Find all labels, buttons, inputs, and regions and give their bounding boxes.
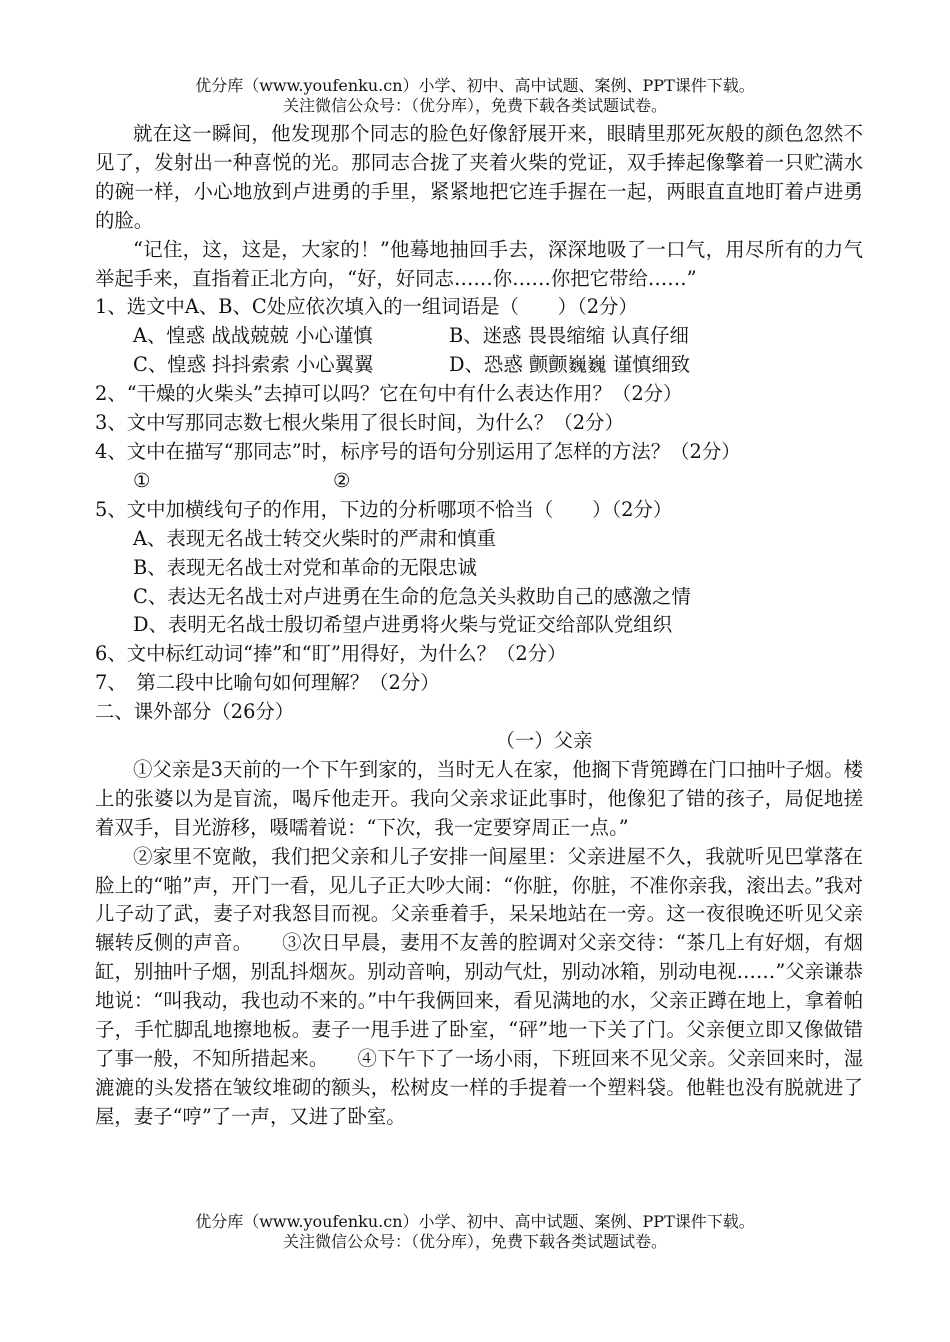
section-2-paragraph-1: ①父亲是3天前的一个下午到家的，当时无人在家，他搁下背篼蹲在门口抽叶子烟。楼上的张婆以为是盲流，喝斥他走开。我向父亲求证此事时，他像犯了错的孩子，局促地搓着双手，目光游移，嗫嚅着说：“下次，我一定要穿周正一点。” [95,757,863,839]
header-banner [0,76,950,116]
question-1-option-a: A、惶惑 战战兢兢 小心谨慎 [133,324,373,348]
passage1-paragraph-2: “记住，这，这是，大家的！”他蓦地抽回手去，深深地吸了一口气，用尽所有的力气举起手来，直指着正北方向，“好，好同志……你……你把它带给……” [95,237,863,290]
question-1-options-row-2 [95,351,863,380]
question-5-option-c: C、表达无名战士对卢进勇在生命的危急关头救助自己的感激之情 [133,584,691,608]
question-4-mark-1: ① [133,468,151,492]
question-7: 7、 第二段中比喻句如何理解？（2分） [95,671,440,695]
section-2-title: （一）父亲 [495,729,593,753]
question-4-answer-marks [95,467,863,496]
section-2-heading: 二、课外部分（26分） [95,700,295,724]
header-line-2: 关注微信公众号：（优分库），免费下载各类试题试卷。 [282,96,667,115]
header-line-1: 优分库（www.youfenku.cn）小学、初中、高中试题、案例、PPT课件下载。 [195,76,755,95]
footer-line-2: 关注微信公众号：（优分库），免费下载各类试题试卷。 [282,1232,667,1251]
question-1: 1、选文中A、B、C处应依次填入的一组词语是（ ）（2分） [95,295,638,319]
footer-banner [0,1212,950,1252]
question-4-mark-2: ② [333,468,351,492]
question-1-option-d: D、恐惑 颤颤巍巍 谨慎细致 [449,353,691,377]
section-2-paragraph-2: ②家里不宽敞，我们把父亲和儿子安排一间屋里：父亲进屋不久，我就听见巴掌落在脸上的“啪”声，开门一看，见儿子正大吵大闹：“你脏，你脏，不准你亲我，滚出去。”我对儿子动了武，妻子对我怒目而视。父亲垂着手，呆呆地站在一旁。这一夜很晚还听见父亲辗转反侧的声音。 ③次日早晨，妻用不友善的腔调对父亲交待：“茶几上有好烟，有烟缸，别抽叶子烟，别乱抖烟灰。别动音响，别动气灶，别动冰箱，别动电视……”父亲谦恭地说：“叫我动，我也动不来的。”中午我俩回来，看见满地的水，父亲正蹲在地上，拿着帕子，手忙脚乱地擦地板。妻子一甩手进了卧室，“砰”地一下关了门。父亲便立即又像做错了事一般，不知所措起来。 ④下午下了一场小雨，下班回来不见父亲。父亲回来时，湿漉漉的头发搭在皱纹堆砌的额头，松树皮一样的手提着一个塑料袋。他鞋也没有脱就进了屋，妻子“哼”了一声，又进了卧室。 [95,844,863,1128]
question-5-option-a: A、表现无名战士转交火柴时的严肃和慎重 [133,526,497,550]
question-5-option-d: D、表明无名战士殷切希望卢进勇将火柴与党证交给部队党组织 [133,613,673,637]
question-6: 6、文中标红动词“捧”和“盯”用得好，为什么？（2分） [95,642,567,666]
document-body [95,120,863,1132]
question-5: 5、文中加横线句子的作用，下边的分析哪项不恰当（ ）（2分） [95,497,673,521]
question-1-option-b: B、迷惑 畏畏缩缩 认真仔细 [449,324,689,348]
question-1-option-c: C、惶惑 抖抖索索 小心翼翼 [133,353,374,377]
passage1-paragraph-1: 就在这一瞬间，他发现那个同志的脸色好像舒展开来，眼睛里那死灰般的颜色忽然不见了，发射出一种喜悦的光。那同志合拢了夹着火柴的党证，双手捧起像擎着一只贮满水的碗一样，小心地放到卢进勇的手里，紧紧地把它连手握在一起，两眼直直地盯着卢进勇的脸。 [95,122,863,232]
question-3: 3、文中写那同志数七根火柴用了很长时间，为什么？（2分） [95,411,624,435]
question-1-options-row-1 [95,322,863,351]
question-5-option-b: B、表现无名战士对党和革命的无限忠诚 [133,555,477,579]
footer-line-1: 优分库（www.youfenku.cn）小学、初中、高中试题、案例、PPT课件下载。 [195,1212,755,1231]
question-2: 2、“干燥的火柴头”去掉可以吗？它在句中有什么表达作用？（2分） [95,382,683,406]
question-4: 4、文中在描写“那同志”时，标序号的语句分别运用了怎样的方法？（2分） [95,439,741,463]
